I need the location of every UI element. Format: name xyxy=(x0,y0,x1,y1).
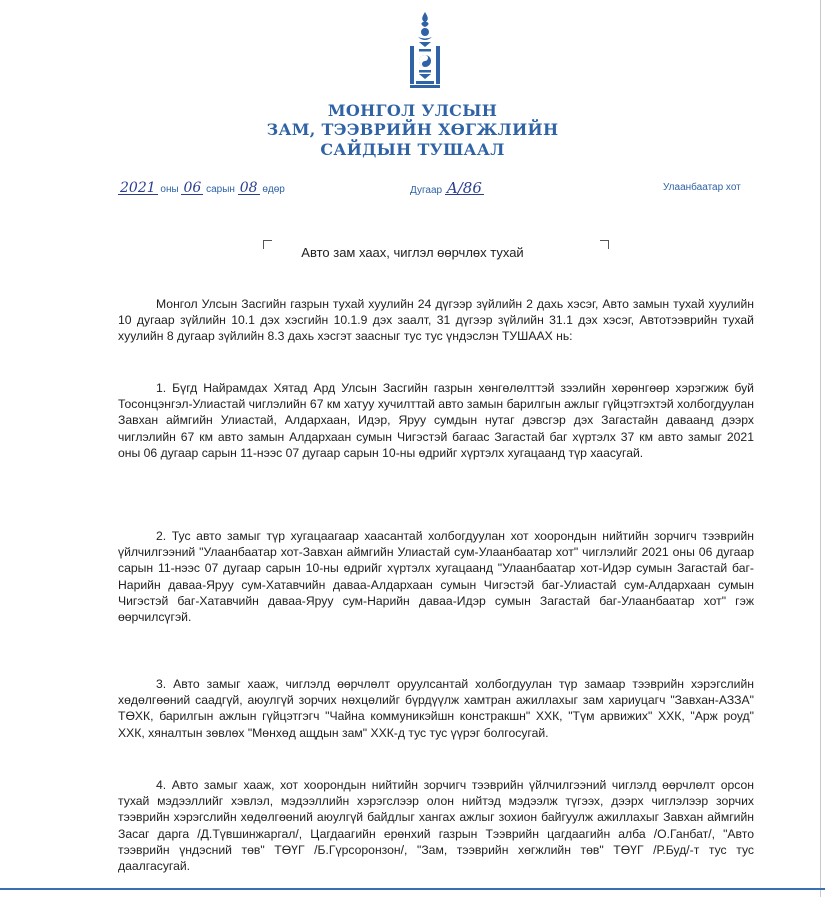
clause-3-paragraph: 3. Авто замыг хааж, чиглэлд өөрчлөлт оруулсантай холбогдуулан түр замаар тээврийн хэрэгслийн хөдөлгөөний саадгүй, аюулгүй зорчих нөхцөлийг бүрдүүлж хамтран ажиллахыг зам хариуцагч "Завхан-АЗЗА" ТӨХК, барилгын ажлын гүйцэтгэгч "Чайна коммуникэйшн констракшн" ХХК, "Түм арвижих" ХХК, "Арж роуд" ХХК, хяналтын зөвлөх "Мөнхөд ащдын зам" ХХК-д тус тус үүрэг болгосугай. xyxy=(118,677,754,740)
viewer-bottom-border xyxy=(0,888,825,890)
clause-1-paragraph: 1. Бүгд Найрамдах Хятад Ард Улсын Засгийн газрын хөнгөлөлттэй зээлийн хөрөнгөөр хэрэгжиж буй Тосонцэнгэл-Улиастай чиглэлийн 67 км хатуу хучилттай авто замын барилгын ажлыг гүйцэтгэхтэй холбогдуулан Завхан аймгийн Улиастай, Алдархаан, Идэр, Яруу сумдын нутаг дэвсгэр дэх Загастайн даваанд дээрх чиглэлийн 67 км авто замын Алдархаан сумын Чигэстэй багаас Загастай баг хүртэлх 37 км авто замыг 2021 оны 06 дугаар сарын 11-нээс 07 дугаар сарын 10-ны өдрийг хүртэлх хугацаанд түр хаасугай. xyxy=(118,381,754,460)
clause-2-paragraph: 2. Тус авто замыг түр хугацаагаар хаасантай холбогдуулан хот хоорондын нийтийн зорчигч тээврийн үйлчилгээний "Улаанбаатар хот-Завхан аймгийн Улиастай сум-Улаанбаатар хот" чиглэлийг 2021 оны 06 дугаар сарын 11-нээс 07 дугаар сарын 10-ны өдрийг хүртэлх хугацаанд "Улаанбаатар хот-Идэр сумын Загастай баг- Нарийн даваа-Яруу сум-Хатавчийн даваа-Алдархаан сумын Чигэстэй баг-Улиастай сум-Алдархаан сумын Чигэстэй баг-Хатавчийн даваа-Яруу сум-Нарийн даваа-Идэр сумын Загастай баг-Улаанбаатар хот" гэж өөрчилсүгэй. xyxy=(118,529,754,625)
ministry-title-line2: ЗАМ, ТЭЭВРИЙН ХӨГЖЛИЙН xyxy=(266,120,559,139)
ministry-title-line3: САЙДЫН ТУШААЛ xyxy=(320,140,505,159)
date-day-suffix: өдөр xyxy=(262,184,285,195)
date-month: 06 xyxy=(183,180,202,196)
order-date xyxy=(118,182,285,195)
date-day: 08 xyxy=(239,180,258,196)
order-number-label: Дугаар xyxy=(410,185,443,196)
clause-4-paragraph: 4. Авто замыг хааж, хот хоорондын нийтийн зорчигч тээврийн үйлчилгээний чиглэлд өөрчлөлт орсон тухай мэдээллийг хэвлэл, мэдээллийн хэрэгслээр олон нийтэд мэдээлж түгээх, дээрх чиглэлээр зорчих тээврийн хэрэгслийн хөдөлгөөний аюулгүй байдлыг хангах ажлыг зохион байгуулж ажиллахыг Завхан аймгийн Засаг дарга /Д.Түвшинжаргал/, Цагдаагийн ерөнхий газрын Тээврийн цагдаагийн алба /О.Ганбат/, "Авто тээврийн үндэсний төв" ТӨҮГ /Б.Гүрсоронзон/, "Зам, тээврийн хөгжлийн төв" ТӨҮГ /Р.Буд/-т тус тус даалгасугай. xyxy=(118,778,754,874)
order-number-value: A/86 xyxy=(446,179,482,197)
state-emblem-icon xyxy=(405,10,445,90)
subject-bracket-right xyxy=(600,240,609,249)
date-year: 2021 xyxy=(120,180,156,196)
date-year-suffix: оны xyxy=(160,184,179,195)
order-place: Улаанбаатар хот xyxy=(663,182,741,193)
preamble-paragraph: Монгол Улсын Засгийн газрын тухай хуулийн 24 дүгээр зүйлийн 2 дахь хэсэг, Авто замын тухай хуулийн 10 дугаар зүйлийн 10.1 дэх хэсгийн 10.1.9 дэх заалт, 31 дүгээр зүйлийн 31.1 дэх хэсэг, Автотээврийн тухай хуулийн 8 дугаар зүйлийн 8.3 дахь хэсгэт заасныг тус тус үндэслэн ТУШААХ нь: xyxy=(118,297,754,344)
order-number xyxy=(410,179,484,197)
order-subject: Авто зам хаах, чиглэл өөрчлөх тухай xyxy=(301,245,524,260)
ministry-title-line1: МОНГОЛ УЛСЫН xyxy=(327,101,498,120)
date-month-suffix: сарын xyxy=(206,184,235,195)
